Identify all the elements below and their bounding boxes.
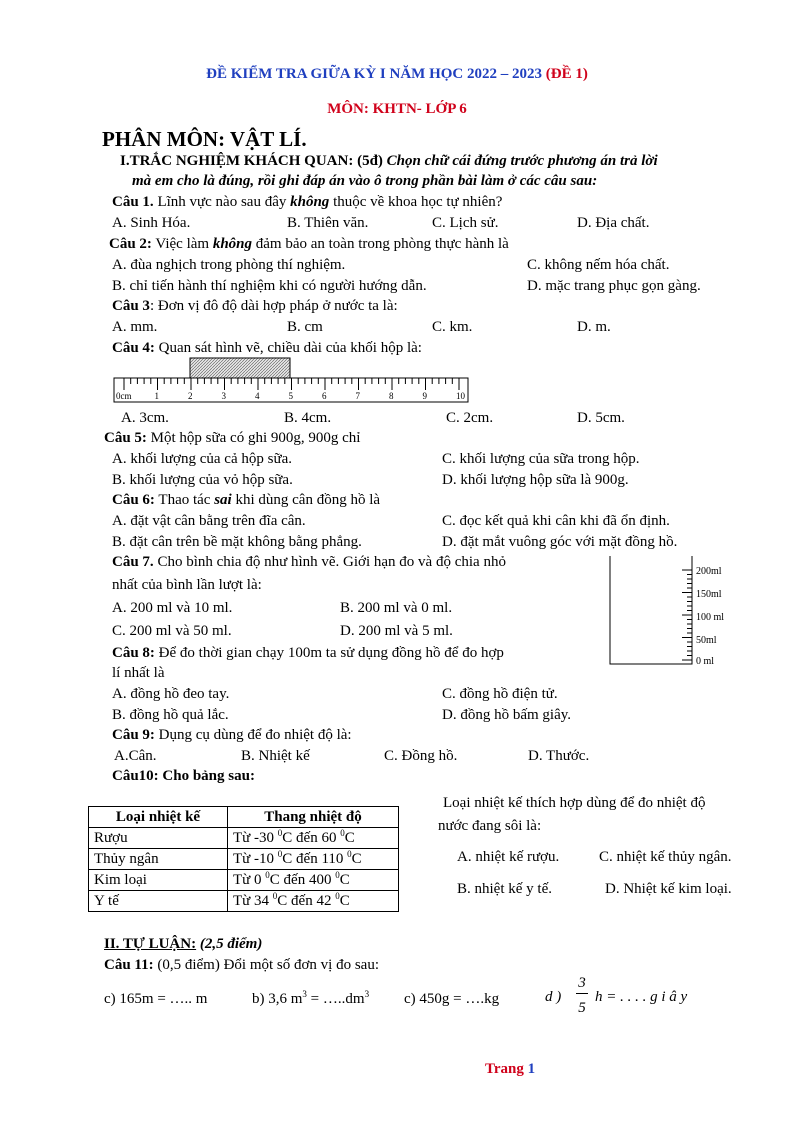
table-row xyxy=(89,870,399,891)
degree-mark: 0 xyxy=(347,849,352,859)
q11-fraction-bar xyxy=(576,993,588,994)
ruler-label: 1 xyxy=(154,391,159,401)
degree-mark: 0 xyxy=(272,891,278,901)
q11-part-b xyxy=(252,990,369,1008)
q1-option-a: A. Sinh Hóa. xyxy=(112,215,191,231)
q5-option-a: A. khối lượng của cả hộp sữa. xyxy=(112,451,292,467)
q2-stem xyxy=(109,235,509,253)
q1-emphasis: không xyxy=(290,194,330,210)
q11-fraction-numerator: 3 xyxy=(578,975,586,991)
q3-option-c: C. km. xyxy=(432,319,473,335)
q9-option-b: B. Nhiệt kế xyxy=(241,748,310,764)
q6-label: Câu 6: xyxy=(112,492,155,508)
q6-stem xyxy=(112,491,380,509)
part2-heading-label: II. TỰ LUẬN: xyxy=(104,936,197,952)
q4-text: Quan sát hình vẽ, chiều dài của khối hộp là: xyxy=(154,340,422,356)
q9-option-c: C. Đồng hồ. xyxy=(384,748,458,764)
cylinder-ticks xyxy=(682,570,692,660)
q8-option-a: A. đồng hồ đeo tay. xyxy=(112,686,230,702)
q10-option-a: A. nhiệt kế rượu. xyxy=(457,849,560,865)
q1-option-c: C. Lịch sử. xyxy=(432,215,499,231)
thermometer-table xyxy=(88,806,399,912)
q7-text-2: nhất của bình lần lượt là: xyxy=(112,577,262,593)
table-row xyxy=(89,828,399,849)
ruler-label: 6 xyxy=(322,391,327,401)
q6-option-b: B. đặt cân trên bề mặt không bằng phẳng. xyxy=(112,534,362,550)
cylinder-label: 50ml xyxy=(696,635,717,646)
q7-option-d: D. 200 ml và 5 ml. xyxy=(340,623,453,639)
q11-b-exponent-2: 3 xyxy=(364,989,370,999)
q9-text: Dụng cụ dùng để đo nhiệt độ là: xyxy=(154,727,352,743)
table-header-range: Thang nhiệt độ xyxy=(228,807,399,828)
degree-mark: 0 xyxy=(340,828,345,838)
q7-text-1: Cho bình chia độ như hình vẽ. Giới hạn đo và độ chia nhỏ xyxy=(153,554,506,570)
ruler-label: 8 xyxy=(389,391,394,401)
ruler-label: 3 xyxy=(221,391,226,401)
degree-mark: 0 xyxy=(277,828,283,838)
cylinder-labels xyxy=(696,566,724,667)
table-header-row xyxy=(89,807,399,828)
q11-b-exponent: 3 xyxy=(302,989,307,999)
q2-option-b: B. chỉ tiến hành thí nghiệm khi có người hướng dẫn. xyxy=(112,278,427,294)
q10-label: Câu10: Cho bảng sau: xyxy=(112,768,255,784)
q4-label: Câu 4: xyxy=(112,340,155,356)
ruler-label: 7 xyxy=(355,391,360,401)
q10-option-c: C. nhiệt kế thủy ngân. xyxy=(599,849,732,865)
table-row xyxy=(89,891,399,912)
q6-option-c: C. đọc kết quả khi cân khi đã ổn định. xyxy=(442,513,670,529)
q6-text-pre: Thao tác xyxy=(154,492,215,508)
q11-part-d-rest: h = . . . . g i â y xyxy=(595,989,688,1005)
q7-stem xyxy=(112,553,506,571)
q11-part-d-prefix: d ) xyxy=(545,989,562,1005)
q4-stem xyxy=(112,339,422,357)
q7-option-c: C. 200 ml và 50 ml. xyxy=(112,623,232,639)
table-cell-type: Rượu xyxy=(89,828,228,849)
range-unit: C xyxy=(339,872,350,888)
exam-title xyxy=(0,66,794,83)
q1-text-post: thuộc về khoa học tự nhiên? xyxy=(329,194,503,210)
q9-option-a: A.Cân. xyxy=(114,748,157,764)
q4-option-a: A. 3cm. xyxy=(121,410,169,426)
q11-part-c2: c) 450g = ….kg xyxy=(404,991,500,1007)
section-title: PHÂN MÔN: VẬT LÍ. xyxy=(102,127,307,151)
q4-option-d: D. 5cm. xyxy=(577,410,625,426)
q8-stem xyxy=(112,644,504,662)
q3-option-a: A. mm. xyxy=(112,319,158,335)
q1-stem xyxy=(112,193,502,211)
table-row xyxy=(89,849,399,870)
q9-label: Câu 9: xyxy=(112,727,155,743)
q3-stem xyxy=(112,297,398,315)
cylinder-label: 0 ml xyxy=(696,656,715,667)
ruler-label: 10 xyxy=(456,391,465,401)
q11-b-mid: = …..dm xyxy=(306,991,365,1007)
range-from: Từ -30 xyxy=(233,830,278,846)
q4-option-b: B. 4cm. xyxy=(284,410,332,426)
range-mid: C đến 110 xyxy=(282,851,348,867)
table-cell-range xyxy=(228,828,399,849)
ruler-label: 5 xyxy=(288,391,293,401)
range-from: Từ -10 xyxy=(233,851,278,867)
cylinder-label: 100 ml xyxy=(696,612,725,623)
q1-label: Câu 1. xyxy=(112,194,154,210)
table-cell-range xyxy=(228,870,399,891)
q10-text-1: Loại nhiệt kế thích hợp dùng để đo nhiệt độ xyxy=(443,795,706,811)
ruler-label: 0cm xyxy=(116,391,132,401)
q8-option-b: B. đồng hồ quả lắc. xyxy=(112,707,229,723)
q5-option-c: C. khối lượng của sữa trong hộp. xyxy=(442,451,640,467)
q6-text-post: khi dùng cân đồng hồ là xyxy=(231,492,381,508)
q3-option-d: D. m. xyxy=(577,319,611,335)
cylinder-label: 200ml xyxy=(696,566,722,577)
page-number: 1 xyxy=(527,1061,536,1077)
range-mid: C đến 42 xyxy=(277,893,336,909)
q6-option-d: D. đặt mắt vuông góc với mặt đồng hồ. xyxy=(442,534,678,550)
range-from: Từ 34 xyxy=(233,893,273,909)
q11-part-c1: c) 165m = ….. m xyxy=(104,991,208,1007)
cylinder-outline xyxy=(610,556,692,664)
subject-line: MÔN: KHTN- LỚP 6 xyxy=(327,101,467,117)
q1-option-d: D. Địa chất. xyxy=(577,215,650,231)
part2-points: (2,5 điểm) xyxy=(196,936,263,952)
q2-option-a: A. đùa nghịch trong phòng thí nghiệm. xyxy=(112,257,346,273)
page-footer xyxy=(485,1060,535,1078)
degree-mark: 0 xyxy=(335,870,340,880)
q5-option-b: B. khối lượng của vỏ hộp sữa. xyxy=(112,472,293,488)
page-label: Trang xyxy=(485,1061,524,1077)
degree-mark: 0 xyxy=(277,849,283,859)
q7-option-a: A. 200 ml và 10 ml. xyxy=(112,600,233,616)
q11-b-text: b) 3,6 m xyxy=(252,991,303,1007)
q5-text: Một hộp sữa có ghi 900g, 900g chỉ xyxy=(146,430,361,446)
q9-option-d: D. Thước. xyxy=(528,748,590,764)
q8-label: Câu 8: xyxy=(112,645,155,661)
q8-text-2: lí nhất là xyxy=(112,665,165,681)
degree-mark: 0 xyxy=(265,870,270,880)
q11-text: (0,5 điểm) Đổi một số đơn vị đo sau: xyxy=(153,957,380,973)
part1-heading xyxy=(120,152,658,170)
degree-mark: 0 xyxy=(335,891,340,901)
graduated-cylinder xyxy=(600,552,740,670)
q2-option-c: C. không nếm hóa chất. xyxy=(527,257,670,273)
q2-text-post: đảm bảo an toàn trong phòng thực hành là xyxy=(252,236,509,252)
q2-text-pre: Việc làm xyxy=(151,236,213,252)
table-cell-type: Thủy ngân xyxy=(89,849,228,870)
q5-label: Câu 5: xyxy=(104,430,147,446)
part1-instruction: Chọn chữ cái đứng trước phương án trả lời xyxy=(386,153,658,169)
table-cell-type: Kim loại xyxy=(89,870,228,891)
range-from: Từ 0 xyxy=(233,872,266,888)
table-header-type: Loại nhiệt kế xyxy=(89,807,228,828)
q6-emphasis: sai xyxy=(214,492,232,508)
table-cell-range xyxy=(228,849,399,870)
cylinder-label: 150ml xyxy=(696,589,722,600)
q5-option-d: D. khối lượng hộp sữa là 900g. xyxy=(442,472,629,488)
q10-option-b: B. nhiệt kế y tế. xyxy=(457,881,552,897)
q8-option-d: D. đồng hồ bấm giây. xyxy=(442,707,572,723)
q10-option-d: D. Nhiệt kế kim loại. xyxy=(605,881,732,897)
table-cell-type: Y tế xyxy=(89,891,228,912)
q6-option-a: A. đặt vật cân bằng trên đĩa cân. xyxy=(112,513,306,529)
part2-heading xyxy=(104,935,262,953)
q2-label: Câu 2: xyxy=(109,236,152,252)
ruler-figure xyxy=(110,356,472,406)
q1-text-pre: Lĩnh vực nào sau đây xyxy=(153,194,291,210)
q10-text-2: nước đang sôi là: xyxy=(438,818,542,834)
range-unit: C xyxy=(344,830,355,846)
q11-label: Câu 11: xyxy=(104,957,154,973)
exam-title-main: ĐỀ KIỂM TRA GIỮA KỲ I NĂM HỌC 2022 – 2023 xyxy=(206,66,543,82)
q7-label: Câu 7. xyxy=(112,554,154,570)
q5-stem xyxy=(104,429,360,447)
q8-option-c: C. đồng hồ điện tử. xyxy=(442,686,558,702)
range-mid: C đến 60 xyxy=(282,830,341,846)
ruler-label: 2 xyxy=(188,391,193,401)
ruler-label: 9 xyxy=(422,391,427,401)
q11-fraction-denominator: 5 xyxy=(578,1000,586,1016)
q3-label: Câu 3 xyxy=(112,298,150,314)
q8-text-1: Để đo thời gian chạy 100m ta sử dụng đồng hồ để đo hợp xyxy=(154,645,504,661)
q11-stem xyxy=(104,956,379,974)
q3-text: : Đơn vị đô độ dài hợp pháp ở nước ta là: xyxy=(149,298,398,314)
part1-instruction-2: mà em cho là đúng, rồi ghi đáp án vào ô trong phần bài làm ở các câu sau: xyxy=(132,173,598,189)
exam-code: (ĐỀ 1) xyxy=(545,66,588,82)
range-unit: C xyxy=(351,851,362,867)
table-cell-range xyxy=(228,891,399,912)
q1-option-b: B. Thiên văn. xyxy=(287,215,369,231)
part1-heading-label: I.TRẮC NGHIỆM KHÁCH QUAN: (5đ) xyxy=(120,153,383,169)
q2-option-d: D. mặc trang phục gọn gàng. xyxy=(527,278,701,294)
ruler-label: 4 xyxy=(255,391,260,401)
q7-option-b: B. 200 ml và 0 ml. xyxy=(340,600,453,616)
q9-stem xyxy=(112,726,352,744)
q3-option-b: B. cm xyxy=(287,319,323,335)
measured-block xyxy=(190,358,290,378)
range-mid: C đến 400 xyxy=(269,872,336,888)
q4-option-c: C. 2cm. xyxy=(446,410,494,426)
q2-emphasis: không xyxy=(212,236,252,252)
range-unit: C xyxy=(339,893,350,909)
